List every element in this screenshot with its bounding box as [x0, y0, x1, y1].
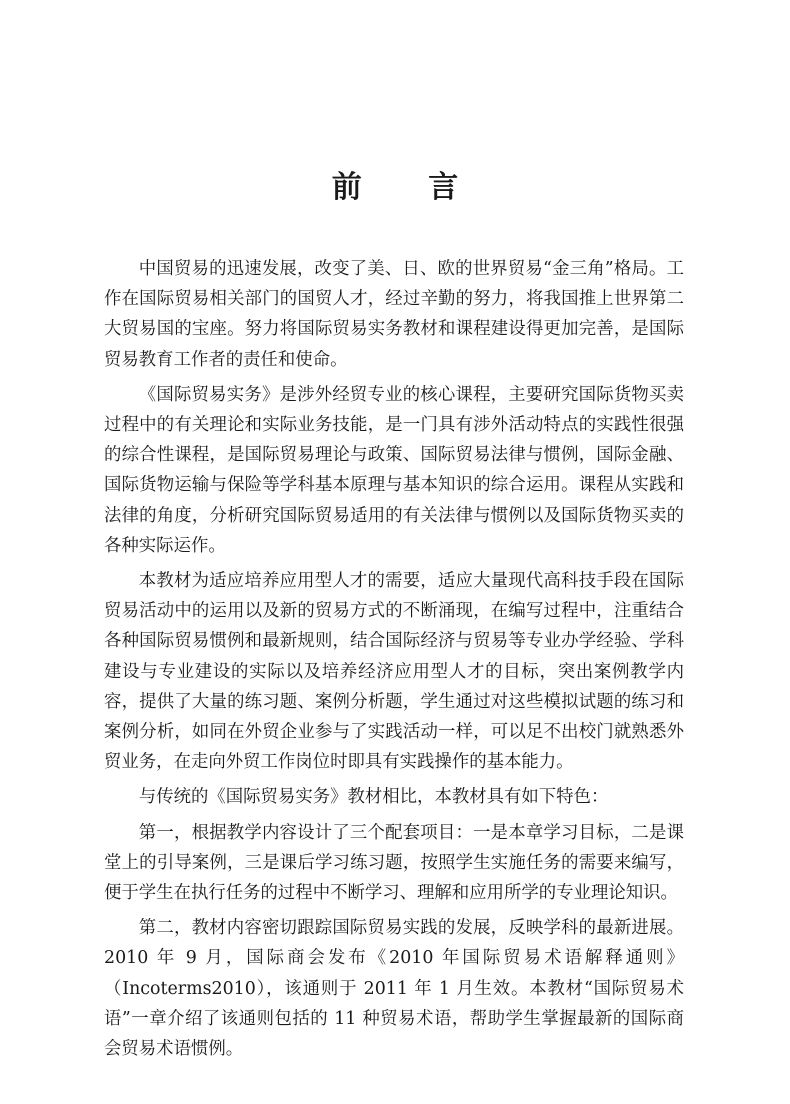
- page-title: 前 言: [331, 170, 487, 205]
- document-body: [104, 254, 684, 1069]
- paragraph: 本教材为适应培养应用型人才的需要，适应大量现代高科技手段在国际贸易活动中的运用以及新的贸易方式的不断涌现，在编写过程中，注重结合各种国际贸易惯例和最新规则，结合国际经济与贸易等专业办学经验、学科建设与专业建设的实际以及培养经济应用型人才的目标，突出案例教学内容，提供了大量的练习题、案例分析题，学生通过对这些模拟试题的练习和案例分析，如同在外贸企业参与了实践活动一样，可以足不出校门就熟悉外贸业务，在走向外贸工作岗位时即具有实践操作的基本能力。: [104, 571, 684, 773]
- paragraph: 第一，根据教学内容设计了三个配套项目：一是本章学习目标，二是课堂上的引导案例，三是课后学习练习题，按照学生实施任务的需要来编写，便于学生在执行任务的过程中不断学习、理解和应用所学的专业理论知识。: [104, 822, 684, 904]
- paragraph: 《国际贸易实务》是涉外经贸专业的核心课程，主要研究国际货物买卖过程中的有关理论和实际业务技能，是一门具有涉外活动特点的实践性很强的综合性课程，是国际贸易理论与政策、国际贸易法律与惯例，国际金融、国际货物运输与保险等学科基本原理与基本知识的综合运用。课程从实践和法律的角度，分析研究国际贸易适用的有关法律与惯例以及国际货物买卖的各种实际运作。: [104, 384, 684, 556]
- paragraph: 与传统的《国际贸易实务》教材相比，本教材具有如下特色：: [138, 787, 609, 808]
- paragraph: 第二，教材内容密切跟踪国际贸易实践的发展，反映学科的最新进展。2010 年 9 月，国际商会发布《2010 年国际贸易术语解释通则》（Incoterms2010），该通则于 2011 年 1 月生效。本教材“国际贸易术语”一章介绍了该通则包括的 11 种贸易术语，帮助学生掌握最新的国际商会贸易术语惯例。: [104, 918, 684, 1060]
- paragraph: 中国贸易的迅速发展，改变了美、日、欧的世界贸易“金三角”格局。工作在国际贸易相关部门的国贸人才，经过辛勤的努力，将我国推上世界第二大贸易国的宝座。努力将国际贸易实务教材和课程建设得更加完善，是国际贸易教育工作者的责任和使命。: [104, 259, 684, 370]
